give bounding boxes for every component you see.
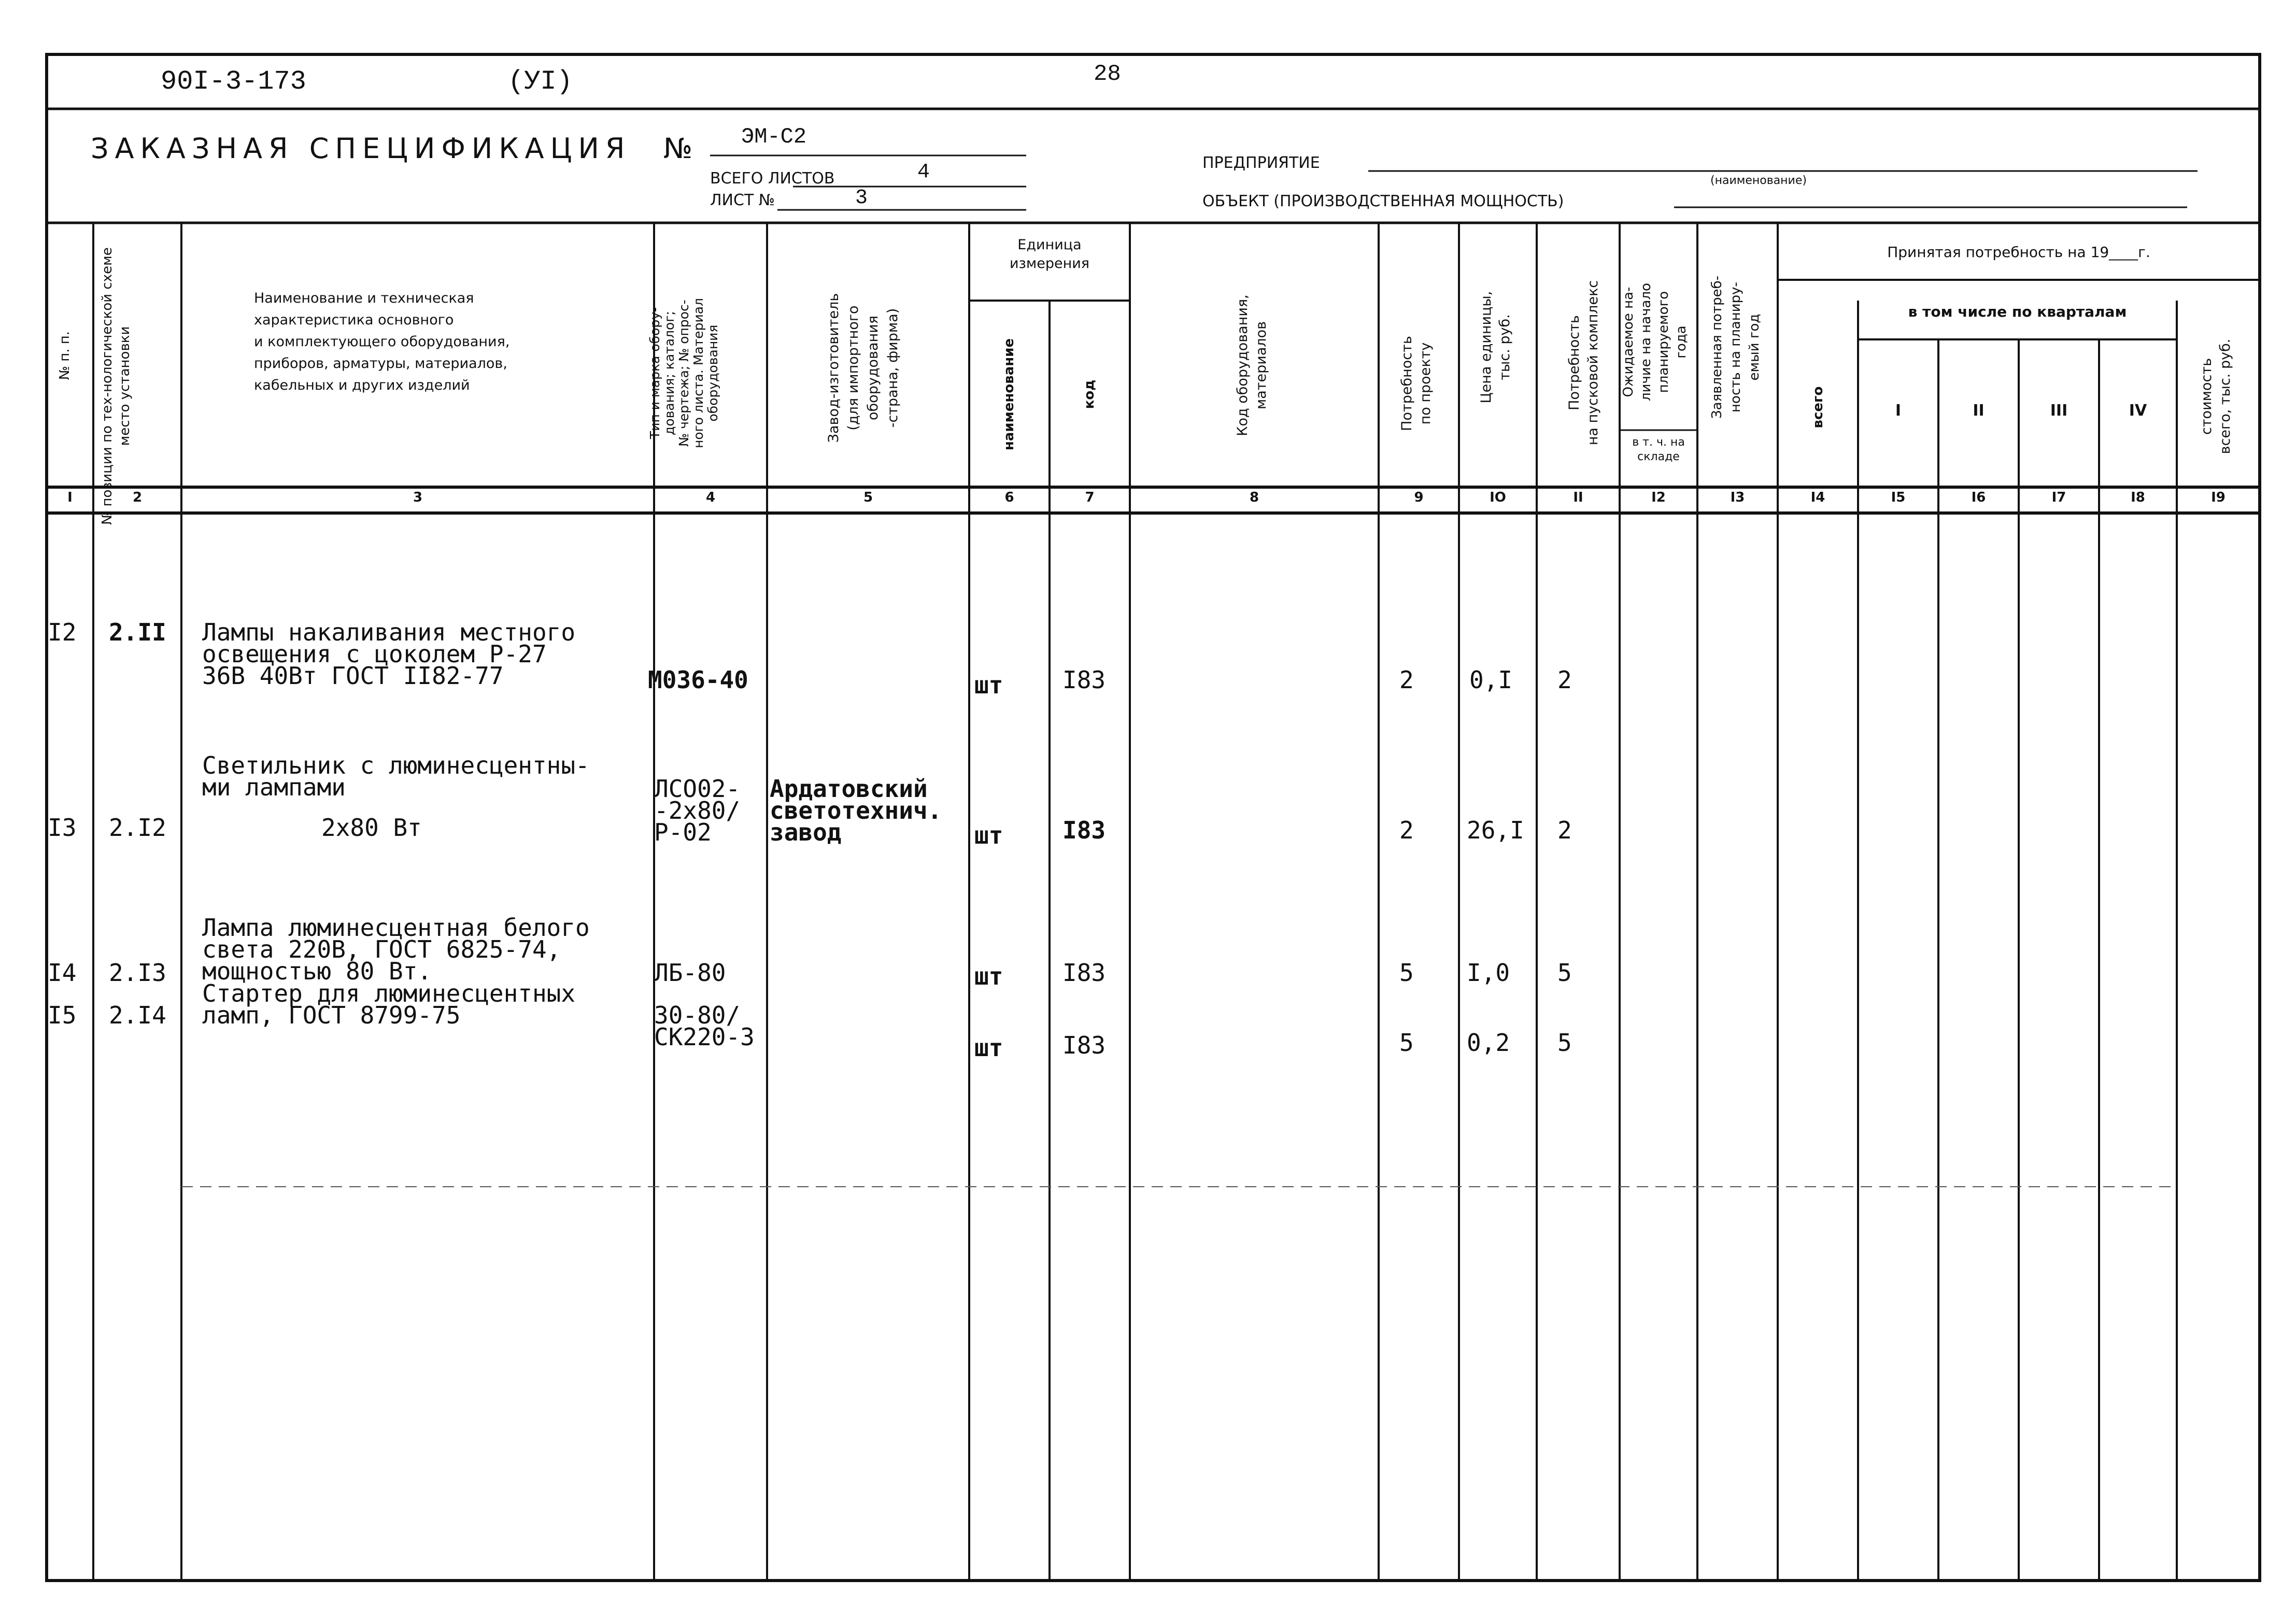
col19-line-1: стоимость — [2199, 358, 2215, 435]
col4-line-4: ного листа. Материал — [691, 298, 706, 449]
row-code: I83 — [1062, 1031, 1106, 1059]
col19-line-2: всего, тыс. руб. — [2217, 338, 2233, 454]
row-position: 2.I2 — [109, 814, 166, 842]
row-position: 2.I4 — [109, 1001, 166, 1029]
row-price: I,0 — [1467, 959, 1510, 987]
col-header-19 — [2198, 319, 2239, 474]
col13-line-3: емый год — [1747, 314, 1762, 381]
col13-line-1: Заявленная потреб- — [1709, 276, 1725, 419]
row-qty: 5 — [1399, 959, 1414, 987]
row-type: М036-40 — [648, 666, 748, 694]
colnum-11: II — [1573, 490, 1583, 505]
row-number: I3 — [48, 814, 77, 842]
row-code: I83 — [1062, 666, 1106, 694]
col8-line-2: материалов — [1253, 321, 1269, 410]
row-type: СК220-3 — [654, 1023, 755, 1051]
col4-line-1: Тип и марка обору- — [647, 307, 662, 439]
col5-line-4: -страна, фирма) — [885, 308, 901, 428]
col-header-17: III — [2050, 402, 2068, 420]
row-number: I2 — [48, 618, 77, 646]
colnum-6: 6 — [1004, 490, 1014, 505]
column-number-row — [0, 490, 2296, 510]
col3-line-3: и комплектующего оборудования, — [254, 334, 510, 350]
col-header-8 — [1234, 262, 1275, 469]
sheet-label: ЛИСТ № — [710, 191, 775, 209]
row-name-line: ми лампами — [202, 773, 346, 801]
row-qty: 2 — [1399, 666, 1414, 694]
total-sheets-label: ВСЕГО ЛИСТОВ — [710, 169, 835, 188]
number-sign: № — [663, 132, 693, 165]
col8-line-1: Код оборудования, — [1235, 294, 1251, 436]
col-header-10 — [1477, 244, 1519, 451]
spec-number: ЭМ-С2 — [741, 124, 807, 149]
col12-line-1: Ожидаемое на- — [1621, 287, 1636, 397]
colnum-2: 2 — [132, 490, 143, 505]
enterprise-label: ПРЕДПРИЯТИЕ — [1202, 154, 1320, 172]
accepted-group-header: Принятая потребность на 19____г. — [1887, 244, 2150, 261]
colnum-7: 7 — [1085, 490, 1095, 505]
colnum-16: I6 — [1971, 490, 1986, 505]
colnum-18: I8 — [2131, 490, 2145, 505]
col4-line-3: № чертежа; № опрос- — [676, 300, 691, 447]
colnum-10: IO — [1490, 490, 1506, 505]
col-header-14: всего — [1810, 386, 1826, 429]
col12-line-2: личие на начало — [1638, 283, 1654, 401]
row-maker: завод — [770, 818, 842, 846]
row-name-line: Лампа люминесцентная белого — [202, 914, 590, 942]
sheet-value: 3 — [855, 187, 868, 210]
col3-line-4: приборов, арматуры, материалов, — [254, 355, 507, 372]
row-code: I83 — [1062, 816, 1106, 844]
row-start-qty: 2 — [1557, 816, 1572, 844]
row-name-line: Лампы накаливания местного — [202, 618, 576, 646]
col10-line-2: тыс. руб. — [1497, 314, 1513, 380]
colnum-8: 8 — [1249, 490, 1259, 505]
colnum-9: 9 — [1414, 490, 1424, 505]
col-header-1: № п. п. — [57, 331, 73, 380]
row-name-line: ламп, ГОСТ 8799-75 — [202, 1001, 461, 1029]
row-name-line: 2x80 Вт — [321, 814, 422, 842]
row-name-line: Стартер для люминесцентных — [202, 979, 576, 1007]
row-name-line: света 220В, ГОСТ 6825-74, — [202, 935, 561, 963]
col-header-3 — [228, 288, 632, 396]
col4-line-2: дования; каталог; — [662, 311, 677, 435]
row-type: ЛСО02- — [654, 775, 741, 803]
col-header-6: наименование — [1001, 338, 1017, 451]
row-type: ЛБ-80 — [654, 959, 726, 987]
page-number: 28 — [1094, 61, 1121, 87]
colnum-14: I4 — [1810, 490, 1825, 505]
row-unit: шт — [974, 821, 1003, 849]
row-maker: светотехнич. — [770, 796, 942, 824]
row-type: 30-80/ — [654, 1001, 741, 1029]
col5-line-2: (для импортного — [845, 305, 861, 431]
row-name-line: освещения с цоколем Р-27 — [202, 640, 547, 668]
col-header-7: код — [1082, 379, 1097, 409]
object-label: ОБЪЕКТ (ПРОИЗВОДСТВЕННАЯ МОЩНОСТЬ) — [1202, 192, 1564, 210]
colnum-3: 3 — [413, 490, 423, 505]
col-header-15: I — [1895, 402, 1902, 420]
col4-line-5: оборудования — [705, 324, 720, 422]
unit-group-header: Единица измерения — [1009, 237, 1090, 272]
colnum-13: I3 — [1730, 490, 1745, 505]
colnum-1: I — [67, 490, 73, 505]
col11-line-2: на пусковой комплекс — [1585, 280, 1601, 446]
row-position: 2.I3 — [109, 959, 166, 987]
colnum-19: I9 — [2211, 490, 2226, 505]
col-header-9 — [1398, 280, 1439, 487]
document-code: 90I-3-173 — [161, 66, 306, 97]
colnum-17: I7 — [2051, 490, 2066, 505]
row-price: 0,I — [1469, 666, 1513, 694]
quarters-group-header: в том числе по кварталам — [1908, 303, 2127, 320]
form-title: ЗАКАЗНАЯ СПЕЦИФИКАЦИЯ — [91, 132, 631, 165]
col12-line-3: планируемого — [1656, 291, 1671, 393]
row-name-line: 36В 40Вт ГОСТ II82-77 — [202, 662, 504, 690]
album-number: (УI) — [508, 66, 573, 97]
col10-line-1: Цена единицы, — [1478, 291, 1494, 404]
col-header-4 — [648, 249, 752, 497]
row-start-qty: 5 — [1557, 1029, 1572, 1057]
row-name-line: Светильник с люминесцентны- — [202, 751, 590, 779]
col-header-13 — [1708, 244, 1770, 451]
row-code: I83 — [1062, 959, 1106, 987]
row-position: 2.II — [109, 618, 166, 646]
col9-line-2: по проекту — [1418, 342, 1434, 425]
col-header-2: № позиции по тех-нологической схеме место установки — [100, 247, 133, 525]
col-header-12-sub: в т. ч. на складе — [1632, 436, 1685, 463]
row-price: 0,2 — [1467, 1029, 1510, 1057]
row-maker: Ардатовский — [770, 775, 928, 803]
col9-line-1: Потребность — [1399, 336, 1415, 431]
row-name-line: мощностью 80 Вт. — [202, 957, 432, 985]
row-start-qty: 5 — [1557, 959, 1572, 987]
col13-line-2: ность на планиру- — [1728, 282, 1744, 412]
row-number: I4 — [48, 959, 77, 987]
col3-line-1: Наименование и техническая — [254, 290, 474, 306]
row-price: 26,I — [1467, 816, 1524, 844]
col-header-5 — [824, 249, 912, 487]
colnum-12: I2 — [1651, 490, 1666, 505]
col-header-11 — [1565, 251, 1607, 474]
row-qty: 5 — [1399, 1029, 1414, 1057]
col12-line-4: года — [1674, 325, 1689, 359]
total-sheets-value: 4 — [917, 161, 930, 184]
col5-line-3: оборудования — [865, 316, 881, 420]
col3-line-2: характеристика основного — [254, 312, 454, 328]
row-qty: 2 — [1399, 816, 1414, 844]
col-header-12 — [1620, 238, 1697, 446]
row-unit: шт — [974, 671, 1003, 699]
col-header-18: IV — [2129, 402, 2147, 420]
row-type: Р-02 — [654, 818, 712, 846]
colnum-5: 5 — [863, 490, 873, 505]
col-header-16: II — [1973, 402, 1985, 420]
row-unit: шт — [974, 1034, 1003, 1062]
row-type: -2x80/ — [654, 796, 741, 824]
col11-line-1: Потребность — [1566, 315, 1582, 410]
col5-line-1: Завод-изготовитель — [826, 293, 842, 443]
row-number: I5 — [48, 1001, 77, 1029]
row-start-qty: 2 — [1557, 666, 1572, 694]
name-hint: (наименование) — [1710, 174, 1807, 187]
row-unit: шт — [974, 962, 1003, 990]
colnum-4: 4 — [705, 490, 716, 505]
col3-line-5: кабельных и других изделий — [254, 377, 470, 393]
colnum-15: I5 — [1891, 490, 1906, 505]
